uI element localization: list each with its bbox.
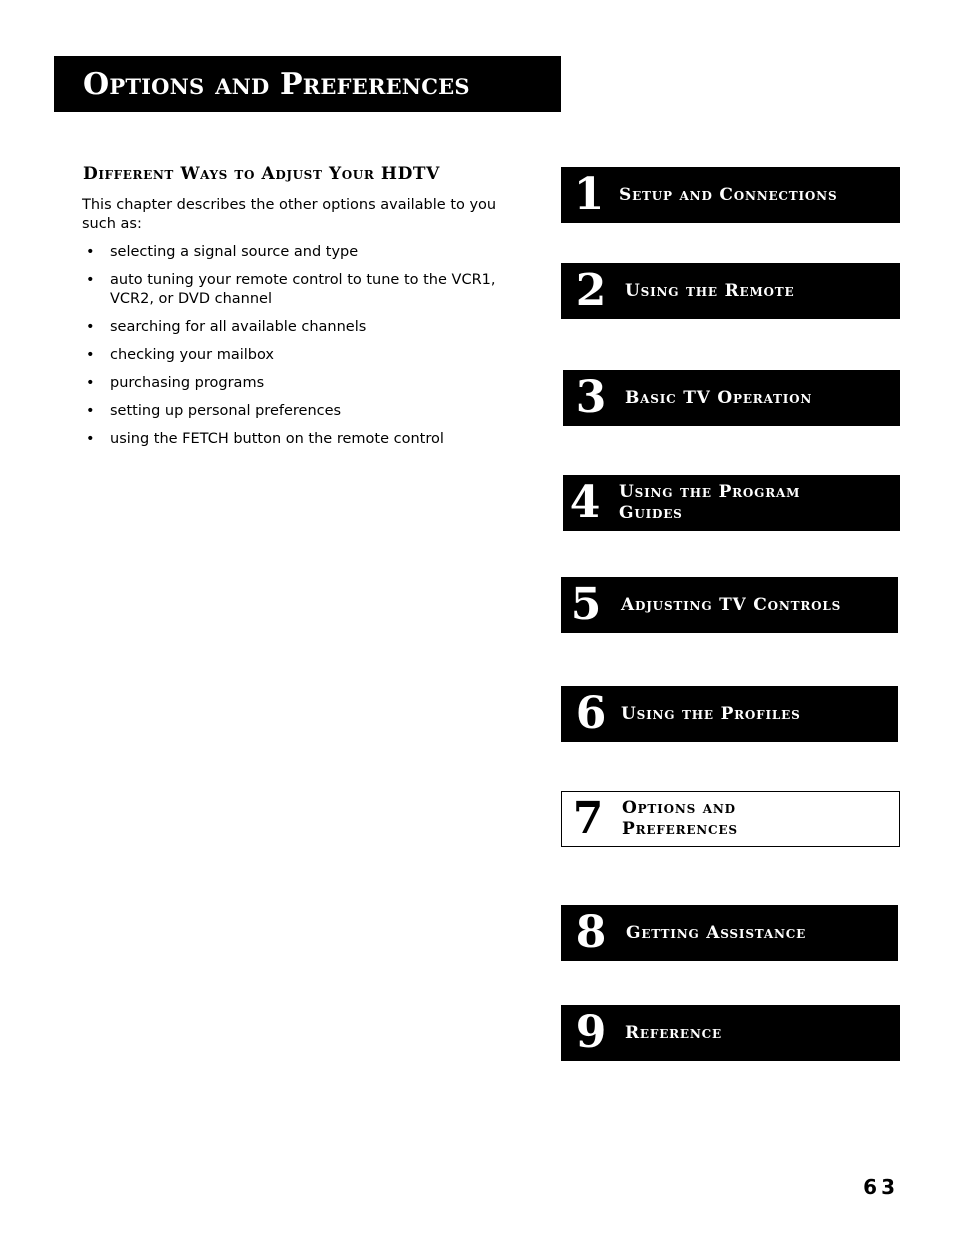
bullet-icon: • [86,319,95,335]
chapter-number: 4 [569,477,601,528]
chapter-tab-2[interactable] [561,263,900,319]
chapter-number: 9 [575,1007,607,1058]
chapter-label: Getting Assistance [626,922,807,943]
chapter-tab-4[interactable] [563,475,900,531]
bullet-icon: • [86,244,95,260]
bullet-icon: • [86,403,95,419]
chapter-number: 3 [575,372,607,423]
list-item [82,243,522,262]
chapter-tab-1[interactable] [561,167,900,223]
chapter-label: Options and Preferences [622,798,738,839]
chapter-number: 5 [570,579,602,630]
chapter-tab-6[interactable] [561,686,898,742]
list-item [82,402,522,421]
page-number: 63 [863,1175,899,1199]
bullet-icon: • [86,347,95,363]
chapter-tab-5[interactable] [561,577,898,633]
chapter-tab-9[interactable] [561,1005,900,1061]
chapter-label: Using the Profiles [621,703,801,724]
chapter-number: 7 [572,793,604,844]
chapter-label: Setup and Connections [619,184,838,205]
list-item-text: setting up personal preferences [110,403,342,419]
bullet-icon: • [86,272,95,288]
chapter-label: Using the Program Guides [619,482,801,523]
page-title: Options and Preferences [83,66,470,102]
chapter-label: Using the Remote [625,280,795,301]
list-item-text: purchasing programs [110,375,265,391]
chapter-tab-8[interactable] [561,905,898,961]
chapter-label: Adjusting TV Controls [621,594,842,615]
chapter-number: 2 [575,265,607,316]
list-item-text: auto tuning your remote control to tune to the VCR1, VCR2, or DVD channel [110,272,496,307]
bullet-icon: • [86,431,95,447]
list-item-text: checking your mailbox [110,347,274,363]
list-item [82,318,522,337]
chapter-number: 1 [573,169,605,220]
list-item [82,430,522,449]
chapter-tab-3[interactable] [563,370,900,426]
list-item-text: using the FETCH button on the remote control [110,431,444,447]
list-item [82,271,522,309]
list-item [82,374,522,393]
section-heading: Different Ways to Adjust Your HDTV [83,164,440,184]
feature-list [82,243,522,458]
bullet-icon: • [86,375,95,391]
intro-paragraph: This chapter describes the other options available to you such as: [82,197,497,232]
chapter-label: Reference [625,1022,722,1043]
list-item [82,346,522,365]
list-item-text: selecting a signal source and type [110,244,359,260]
chapter-number: 8 [575,907,607,958]
chapter-title-bar [54,56,561,112]
chapter-number: 6 [575,688,607,739]
chapter-label: Basic TV Operation [625,387,813,408]
list-item-text: searching for all available channels [110,319,367,335]
chapter-tab-7-current[interactable] [561,791,900,847]
